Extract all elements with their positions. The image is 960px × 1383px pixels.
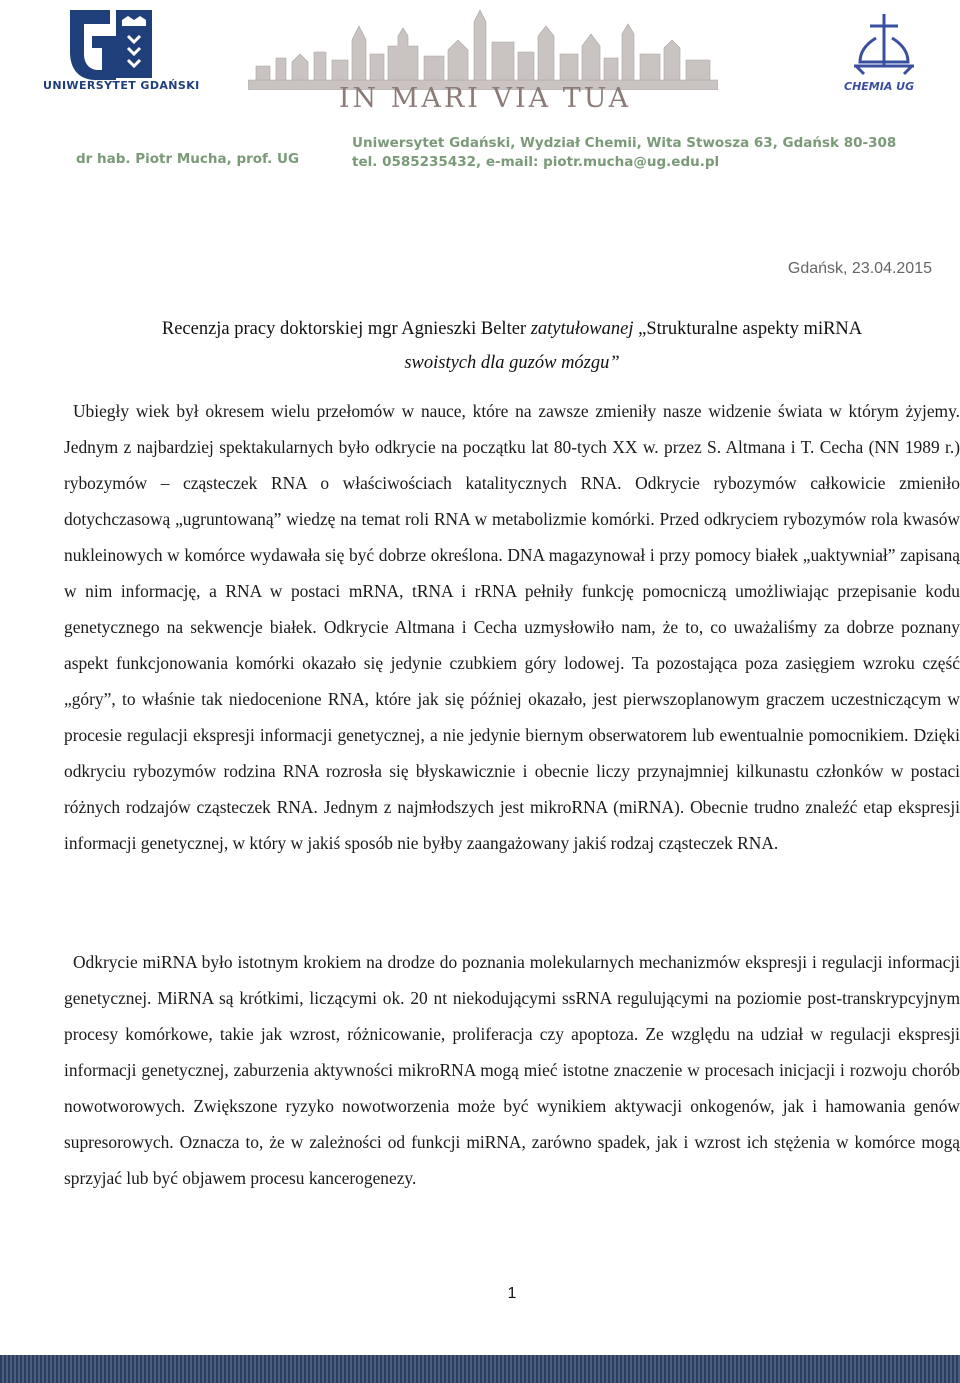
paragraph-1-text: Ubiegły wiek był okresem wielu przełomów w nauce, które na zawsze zmieniły nasze widzenie świata w którym żyjemy. Jednym z najbardziej spektakularnych było odkrycie na początku lat 80-tych XX w. przez S. Altmana i T. Cecha (NN 1989 r.) rybozymów – cząsteczek RNA o właściwościach katalitycznych RNA. Odkrycie rybozymów całkowicie zmieniło dotychczasową „ugruntowaną” wiedzę na temat roli RNA w metabolizmie komórki. Przed odkryciem rybozymów rola kwasów nukleinowych w komórce wydawała się być dobrze określona. DNA magazynował i przy pomocy białek „uaktywniał” zapisaną w nim informację, a RNA w postaci mRNA, tRNA i rRNA pełniły funkcję pomocniczą umożliwiając przepisanie kodu genetycznego na sekwencje białek. Odkrycie Altmana i Cecha uzmysłowiło nam, że to, co uważaliśmy za dobrze poznany aspekt funkcjonowania komórki okazało się jedynie czubkiem góry lodowej. Ta pozostająca poza zasięgiem wzroku część „góry”, to właśnie tak niedocenione RNA, które jak się później okazało, jest pierwszoplanowym graczem uczestniczącym w procesie regulacji ekspresji informacji genetycznej, a nie jedynie biernym obserwatorem lub ewentualnie pomocnikiem. Dzięki odkryciu rybozymów rodzina RNA rozrosła się błyskawicznie i obecnie liczy przynajmniej kilkunastu członków w postaci różnych rodzajów cząsteczek RNA. Jednym z najmłodszych jest mikroRNA (miRNA). Obecnie trudno znaleźć etap ekspresji informacji genetycznej, w który w jakiś sposób nie byłby zaangażowany jakiś rodzaj cząsteczek RNA. [64, 401, 960, 853]
title-line-2-text: swoistych dla guzów mózgu” [404, 353, 620, 373]
page-number: 1 [507, 1285, 517, 1302]
title-line-1 [64, 312, 960, 346]
institution-address [352, 134, 896, 172]
chemia-ug-logo-icon [840, 8, 928, 94]
university-name: UNIWERSYTET GDAŃSKI [43, 79, 200, 92]
author-name: dr hab. Piotr Mucha, prof. UG [76, 151, 300, 167]
letterhead [0, 0, 960, 180]
chem-logo-text: CHEMIA UG [844, 80, 915, 93]
paragraph-2 [64, 944, 960, 1196]
paragraph-2-text: Odkrycie miRNA było istotnym krokiem na drodze do poznania molekularnych mechanizmów ekspresji i regulacji informacji genetycznej. MiRNA są krótkimi, liczącymi ok. 20 nt niekodującymi ssRNA regulującymi na poziomie post-transkrypcyjnym procesy komórkowe, takie jak wzrost, różnicowanie, proliferacja czy apoptoza. Ze względu na udział w regulacji ekspresji informacji genetycznej, zaburzenia aktywności mikroRNA mogą mieć istotne znaczenie w procesach inicjacji i rozwoju chorób nowotworowych. Zwiększone ryzyko nowotworzenia może być wynikiem aktywacji onkogenów, jak i hamowania genów supresorowych. Oznacza to, że w zależności od funkcji miRNA, zarówno spadek, jak i wzrost ich stężenia w komórce mogą sprzyjać lub być objawem procesu kancerogenezy. [64, 952, 960, 1188]
title-part-2: zatytułowanej [530, 319, 634, 339]
title-part-3: „Strukturalne aspekty miRNA [633, 319, 863, 339]
title-line-2 [64, 346, 960, 380]
letter-date: Gdańsk, 23.04.2015 [787, 260, 932, 277]
contact-line: tel. 0585235432, e-mail: piotr.mucha@ug.edu.pl [352, 154, 720, 170]
footer-bar [0, 1355, 960, 1383]
paragraph-1 [64, 393, 960, 861]
review-title [64, 312, 960, 380]
gdansk-skyline-icon [248, 8, 718, 90]
address-line: Uniwersytet Gdański, Wydział Chemii, Wita Stwosza 63, Gdańsk 80-308 [352, 135, 897, 151]
title-part-1: Recenzja pracy doktorskiej mgr Agnieszki Belter [161, 319, 531, 339]
motto: IN MARI VIA TUA [338, 83, 632, 114]
